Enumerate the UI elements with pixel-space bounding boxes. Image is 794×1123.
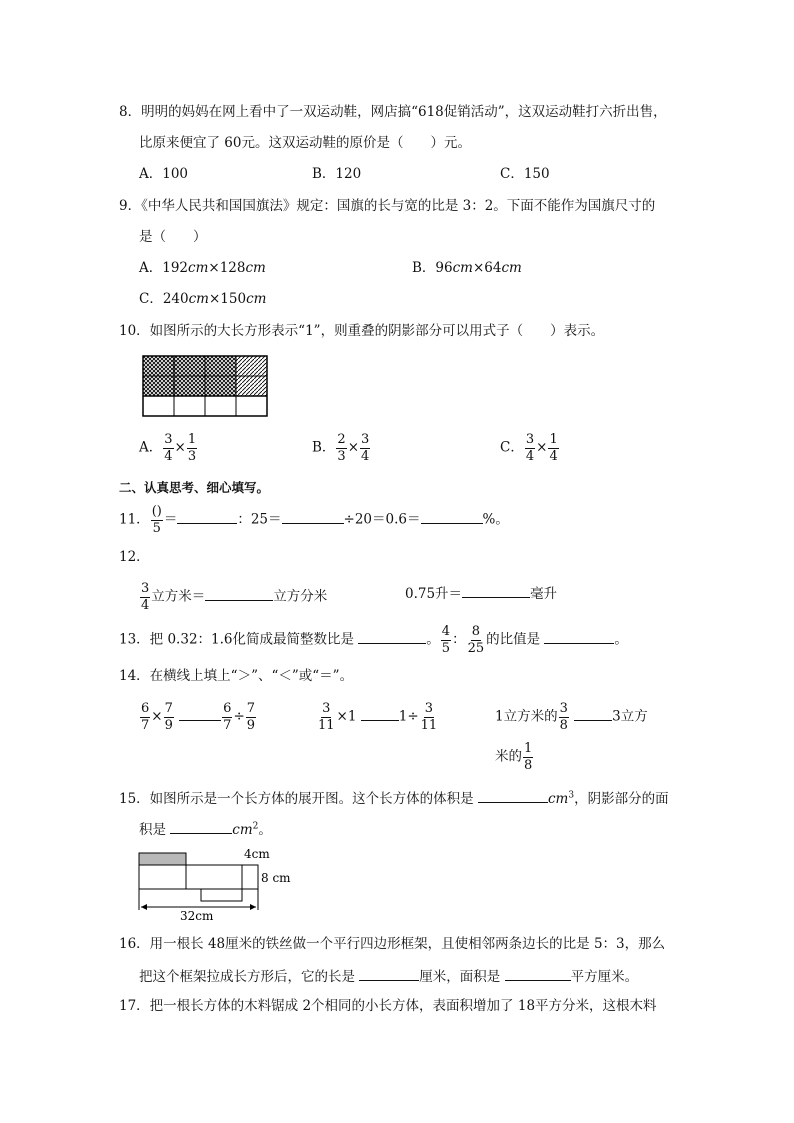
section-2-heading: 二、认真思考、细心填写。: [119, 480, 270, 495]
q9-option-b: B．96cm×64cm: [412, 260, 522, 276]
q9-line1: 9．《中华人民共和国国旗法》规定：国旗的长与宽的比是 3：2。下面不能作为国旗尺寸的: [119, 198, 656, 214]
q8-option-b: B．120: [312, 166, 362, 182]
q14-expr-2: $\frac{3}{11}$ ×1 1÷ $\frac{3}{11}$: [318, 701, 438, 733]
q12-blank-1[interactable]: [205, 589, 273, 601]
q9-option-c: C．240cm×150cm: [139, 291, 267, 307]
q15-line1: 15．如图所示是一个长方体的展开图。这个长方体的体积是 $cm^3$，阴影部分的面: [119, 790, 669, 807]
q12-blank-2[interactable]: [462, 586, 530, 598]
q14-blank-3[interactable]: [574, 709, 612, 721]
q15-label-8cm: 8 cm: [261, 871, 291, 885]
q9-line2: 是（ ）: [139, 229, 207, 245]
q11-blank-2[interactable]: [282, 512, 344, 524]
q14-blank-2[interactable]: [361, 709, 399, 721]
q10-grid-figure: [142, 355, 270, 417]
q8-line2: 比原来便宜了 60元。这双运动鞋的原价是（ ）元。: [139, 135, 471, 151]
q10-option-c: C． $\frac{3}{4}$ × $\frac{1}{4}$: [500, 432, 558, 464]
q15-blank-1[interactable]: [478, 791, 548, 803]
q8-option-c: C．150: [500, 166, 550, 182]
q14-line1: 14．在横线上填上“＞”、“＜”或“＝”。: [119, 668, 354, 684]
q8-line1: 8．明明的妈妈在网上看中了一双运动鞋，网店搞“618促销活动”，这双运动鞋打六折出售，: [119, 104, 667, 120]
q14-expr-1: $\frac{6}{7}$ × $\frac{7}{9}$ $\frac{6}{7}$ ÷ $\frac{7}{9}$: [141, 701, 256, 733]
q13-blank-2[interactable]: [544, 632, 614, 644]
q9-option-a: A．192cm×128cm: [139, 260, 266, 276]
q12-left: $\frac{3}{4}$ 立方米＝ 立方分米: [141, 581, 328, 613]
q15-label-32cm: 32cm: [180, 909, 214, 922]
q11: 11． $\frac{()}{5}$ ＝ ：25＝ ÷20＝0.6＝ %。: [119, 504, 509, 536]
q16-blank-1[interactable]: [359, 969, 419, 981]
q11-blank-1[interactable]: [177, 512, 237, 524]
q8-option-a: A．100: [139, 166, 189, 182]
q15-line2: 积是 $cm^2$。: [139, 821, 272, 838]
q14-expr-3: 1立方米的 $\frac{3}{8}$ 3立方: [495, 701, 648, 733]
q13: 13．把 0.32：1.6化简成最简整数比是 。 $\frac{4}{5}$ ： $\frac{8}{25}$ 的比值是 。: [119, 624, 628, 656]
q15-blank-2[interactable]: [170, 822, 232, 834]
q16-blank-2[interactable]: [505, 969, 571, 981]
q16-line2: 把这个框架拉成长方形后，它的长是 厘米，面积是 平方厘米。: [139, 969, 639, 985]
q12-right: 0.75升＝ 毫升: [405, 586, 558, 602]
q14-expr-3-cont: 米的 $\frac{1}{8}$: [495, 741, 533, 773]
q12-number: 12．: [119, 549, 150, 565]
q16-line1: 16．用一根长 48厘米的铁丝做一个平行四边形框架，且使相邻两条边长的比是 5：3，那么: [119, 936, 666, 952]
q10-line1: 10．如图所示的大长方形表示“1”，则重叠的阴影部分可以用式子（ ）表示。: [119, 323, 605, 339]
q17-line1: 17．把一根长方体的木料锯成 2个相同的小长方体，表面积增加了 18平方分米，这根木料: [119, 998, 657, 1014]
q14-blank-1[interactable]: [179, 709, 221, 721]
q11-blank-3[interactable]: [421, 512, 483, 524]
q15-net-figure: [132, 842, 302, 922]
q15-label-4cm: 4cm: [244, 847, 270, 861]
q10-option-b: B． $\frac{2}{3}$ × $\frac{3}{4}$: [312, 432, 370, 464]
q13-blank-1[interactable]: [358, 632, 426, 644]
q10-option-a: A． $\frac{3}{4}$ × $\frac{1}{3}$: [139, 432, 197, 464]
q15-shaded-face: [139, 853, 186, 865]
